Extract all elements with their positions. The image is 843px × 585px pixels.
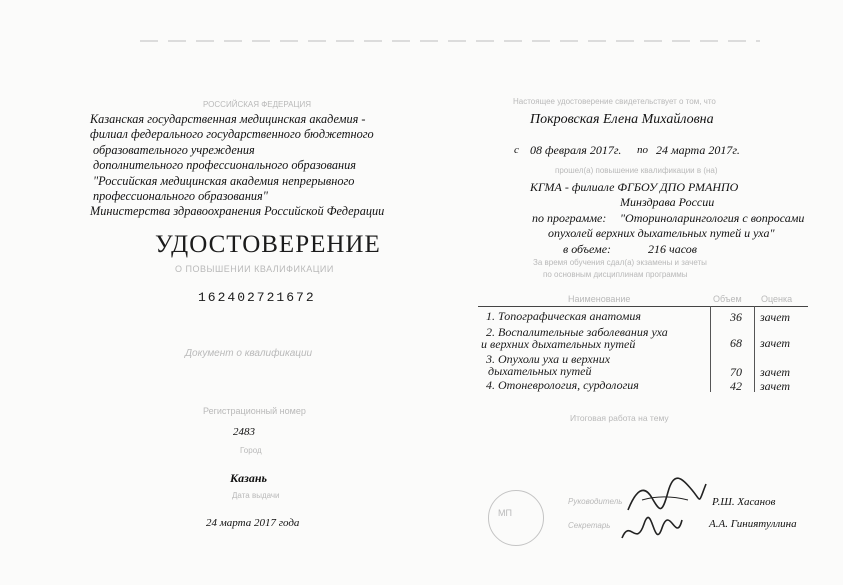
row-hours: 70 (730, 365, 742, 379)
table-top-rule (478, 306, 808, 307)
institution-line: Казанская государственная медицинская академия - (90, 112, 366, 126)
program-label: по программе: (532, 211, 607, 225)
row-grade: зачет (760, 365, 791, 379)
document-type-label: Документ о квалификации (185, 348, 313, 359)
holder-name: Покровская Елена Михайловна (530, 112, 714, 127)
exams-table (478, 292, 808, 393)
institution-line: профессионального образования" (93, 189, 268, 204)
signature-secretary (618, 508, 688, 558)
head-name: Р.Ш. Хасанов (712, 496, 776, 508)
city-value: Казань (230, 471, 267, 485)
program-line-1: "Оториноларингология с вопросами (620, 211, 805, 225)
col-hours-header: Объем (713, 294, 742, 304)
volume-value: 216 часов (648, 242, 697, 256)
row-grade: зачет (760, 379, 791, 393)
city-label: Город (240, 446, 262, 455)
row-name-cont: и верхних дыхательных путей (481, 337, 636, 351)
registration-number: 2483 (233, 426, 255, 438)
to-date: 24 марта 2017г. (656, 143, 740, 157)
secretary-label: Секретарь (568, 521, 611, 530)
org-line-1: КГМА - филиале ФГБОУ ДПО РМАНПО (530, 180, 739, 194)
table-column-divider (710, 306, 711, 392)
institution-line: Министерства здравоохранения Российской Федерации (90, 204, 385, 219)
document-title: УДОСТОВЕРЕНИЕ (155, 231, 381, 258)
secretary-name: А.А. Гиниятуллина (709, 518, 797, 530)
document-subtitle: О ПОВЫШЕНИИ КВАЛИФИКАЦИИ (175, 264, 334, 274)
intro-text: Настоящее удостоверение свидетельствует о том, что (513, 97, 716, 106)
institution-line: "Российская медицинская академия непрерывного (93, 173, 355, 188)
issue-date: 24 марта 2017 года (206, 517, 300, 529)
institution-block (90, 112, 430, 220)
row-hours: 68 (730, 336, 742, 350)
program-line-2: опухолей верхних дыхательных путей и уха" (548, 226, 775, 240)
to-label: по (637, 144, 648, 156)
stamp-mark: МП (498, 508, 512, 518)
institution-line: дополнительного профессионального образования (93, 158, 357, 173)
row-name: 3. Опухоли уха и верхних (486, 352, 611, 366)
row-name: 2. Воспалительные заболевания уха (486, 325, 668, 339)
from-label: с (514, 144, 519, 156)
passed-label: прошел(а) повышение квалификации в (на) (555, 166, 718, 175)
row-hours: 42 (730, 379, 742, 393)
row-name: 1. Топографическая анатомия (486, 309, 641, 323)
registration-label: Регистрационный номер (203, 406, 306, 416)
volume-label: в объеме: (563, 242, 612, 256)
head-label: Руководитель (568, 497, 623, 506)
stamp-circle (488, 490, 544, 546)
col-grade-header: Оценка (761, 294, 793, 304)
institution-line: образовательного учреждения (93, 142, 255, 157)
final-work-label: Итоговая работа на тему (570, 413, 669, 423)
table-header (478, 292, 808, 306)
issue-date-label: Дата выдачи (232, 491, 280, 500)
exams-line-2: по основным дисциплинам программы (543, 270, 688, 279)
institution-line: филиал федерального государственного бюджетного (90, 127, 374, 142)
col-name-header: Наименование (568, 294, 631, 304)
org-line-2: Минздрава России (620, 195, 715, 209)
row-grade: зачет (760, 310, 791, 324)
country-header: РОССИЙСКАЯ ФЕДЕРАЦИЯ (203, 100, 311, 109)
row-name-cont: дыхательных путей (488, 364, 592, 378)
document-number: 162402721672 (198, 290, 316, 305)
scan-artifact-line (140, 40, 760, 42)
exams-line-1: За время обучения сдал(а) экзамены и зачеты (533, 258, 707, 267)
from-date: 08 февраля 2017г. (530, 143, 622, 157)
row-name: 4. Отоневрология, сурдология (486, 378, 639, 392)
row-hours: 36 (730, 310, 742, 324)
table-column-divider (754, 306, 755, 392)
row-grade: зачет (760, 336, 791, 350)
